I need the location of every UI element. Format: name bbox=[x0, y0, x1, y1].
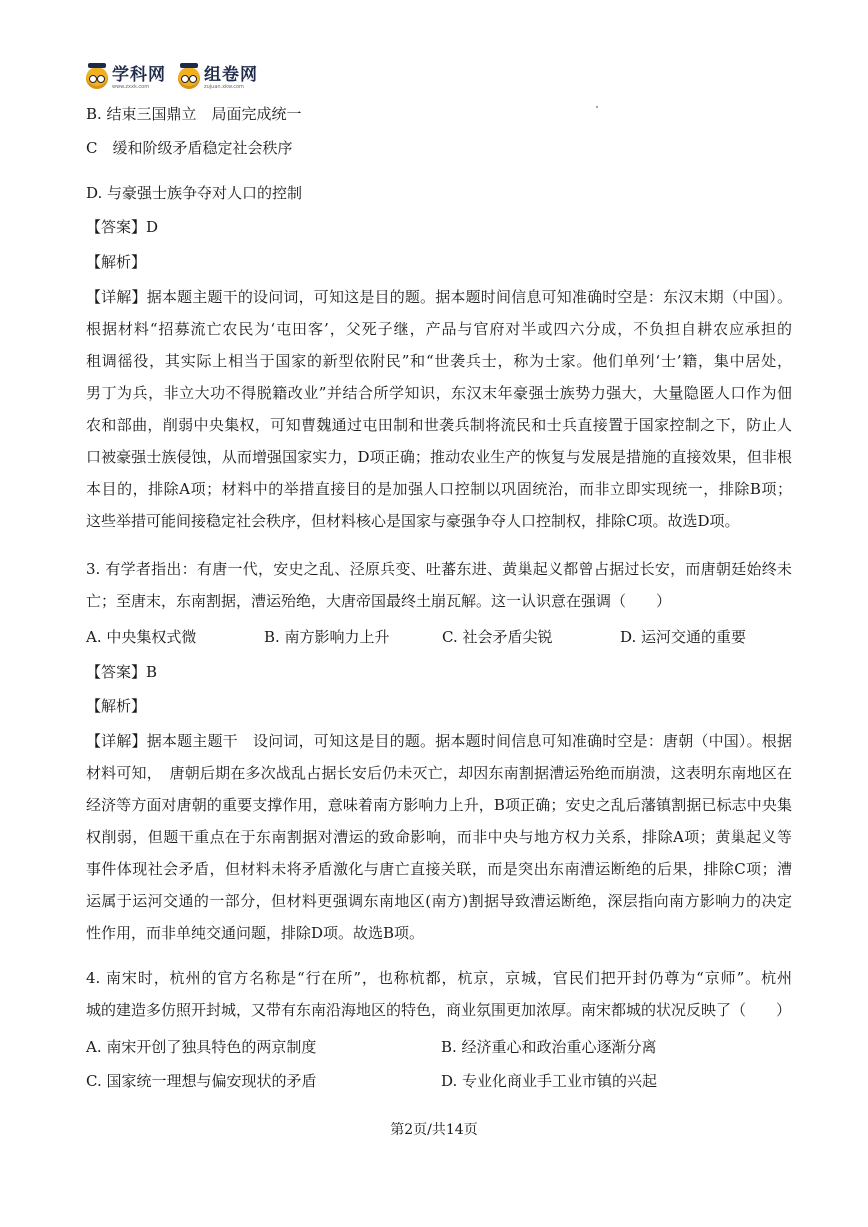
logo-url: www.zxxk.com bbox=[112, 83, 150, 90]
q4-option-c: C. 国家统一理想与偏安现状的矛盾 bbox=[86, 1072, 317, 1090]
q2-answer: 【答案】D bbox=[86, 218, 159, 236]
zujuan-logo[interactable] bbox=[178, 64, 258, 90]
mascot-icon bbox=[86, 67, 108, 89]
detail-line: 材料可知， 唐朝后期在多次战乱占据长安后仍未灭亡，却因东南割据漕运殆绝而崩溃，这表明东南地区在 bbox=[86, 764, 792, 782]
q2-detail bbox=[86, 281, 792, 537]
detail-line: 【详解】据本题主题干的设问词，可知这是目的题。据本题时间信息可知准确时空是：东汉末期（中国）。 bbox=[86, 288, 792, 306]
detail-line: 经济等方面对唐朝的重要支撑作用，意味着南方影响力上升，B项正确；安史之乱后藩镇割据已标志中央集 bbox=[86, 796, 792, 814]
q3-analysis-label: 【解析】 bbox=[86, 697, 147, 715]
q3-option-d: D. 运河交通的重要 bbox=[620, 628, 747, 646]
header-logos bbox=[86, 64, 258, 92]
q2-option-c: C 缓和阶级矛盾稳定社会秩序 bbox=[86, 139, 293, 157]
q3-detail bbox=[86, 725, 792, 949]
detail-line: 运属于运河交通的一部分，但材料更强调东南地区(南方)割据导致漕运断绝，深层指向南方影响力的决定 bbox=[86, 892, 792, 910]
detail-line: 事件体现社会矛盾，但材料未将矛盾激化与唐亡直接关联，而是突出东南漕运断绝的后果，排除C项；漕 bbox=[86, 860, 792, 878]
q2-option-d: D. 与豪强士族争夺对人口的控制 bbox=[86, 184, 303, 202]
stem-line: 亡；至唐末，东南割据，漕运殆绝，大唐帝国最终土崩瓦解。这一认识意在强调（ ） bbox=[86, 592, 672, 610]
detail-line: 口被豪强士族侵蚀，从而增强国家实力，D项正确；推动农业生产的恢复与发展是措施的直接效果，但非根 bbox=[86, 448, 792, 466]
page-number: 第2页/共14页 bbox=[390, 1122, 478, 1138]
mascot-icon bbox=[178, 67, 200, 89]
logo-title: 组卷网 bbox=[204, 64, 258, 85]
xkw-logo[interactable] bbox=[86, 64, 166, 90]
detail-line: 根据材料“招募流亡农民为‘屯田客’，父死子继，产品与官府对半或四六分成，不负担自耕农应承担的 bbox=[86, 320, 792, 338]
stem-line: 4. 南宋时，杭州的官方名称是“行在所”，也称杭都，杭京，京城，官民们把开封仍尊为“京师”。杭州 bbox=[86, 969, 792, 987]
detail-line: 本目的，排除A项；材料中的举措直接目的是加强人口控制以巩固统治，而非立即实现统一，排除B项； bbox=[86, 480, 792, 498]
stem-line: 城的建造多仿照开封城，又带有东南沿海地区的特色，商业氛围更加浓厚。南宋都城的状况反映了（ ） bbox=[86, 1001, 792, 1019]
detail-line: 【详解】据本题主题干 设问词，可知这是目的题。据本题时间信息可知准确时空是：唐朝（中国）。根据 bbox=[86, 732, 792, 750]
q3-option-b: B. 南方影响力上升 bbox=[264, 628, 390, 646]
q2-analysis-label: 【解析】 bbox=[86, 253, 147, 271]
q4-option-b: B. 经济重心和政治重心逐渐分离 bbox=[441, 1038, 657, 1056]
q4-stem bbox=[86, 962, 792, 1026]
q3-answer: 【答案】B bbox=[86, 663, 158, 681]
detail-line: 权削弱，但题干重点在于东南割据对漕运的致命影响，而非中央与地方权力关系，排除A项；黄巢起义等 bbox=[86, 828, 792, 846]
logo-title: 学科网 bbox=[112, 64, 166, 85]
q3-stem bbox=[86, 553, 792, 617]
detail-line: 男丁为兵，非立大功不得脱籍改业”并结合所学知识，东汉末年豪强士族势力强大，大量隐匿人口作为佃 bbox=[86, 384, 792, 402]
detail-line: 性作用，而非单纯交通问题，排除D项。故选B项。 bbox=[86, 924, 425, 942]
q4-option-d: D. 专业化商业手工业市镇的兴起 bbox=[441, 1072, 658, 1090]
stem-line: 3. 有学者指出：有唐一代，安史之乱、泾原兵变、吐蕃东进、黄巢起义都曾占据过长安，而唐朝廷始终未 bbox=[86, 560, 792, 578]
q3-option-a: A. 中央集权式微 bbox=[86, 628, 197, 646]
detail-line: 租调徭役，其实际上相当于国家的新型依附民”和“世袭兵士，称为士家。他们单列‘士’籍，集中居处， bbox=[86, 352, 792, 370]
detail-line: 农和部曲，削弱中央集权，可知曹魏通过屯田制和世袭兵制将流民和士兵直接置于国家控制之下，防止人 bbox=[86, 416, 792, 434]
speck bbox=[596, 106, 598, 108]
q3-option-c: C. 社会矛盾尖锐 bbox=[442, 628, 553, 646]
detail-line: 这些举措可能间接稳定社会秩序，但材料核心是国家与豪强争夺人口控制权，排除C项。故选D项。 bbox=[86, 512, 740, 530]
q2-option-b: B. 结束三国鼎立 局面完成统一 bbox=[86, 105, 302, 123]
logo-url: zujuan.xkw.com bbox=[204, 83, 244, 90]
q4-option-a: A. 南宋开创了独具特色的两京制度 bbox=[86, 1038, 317, 1056]
